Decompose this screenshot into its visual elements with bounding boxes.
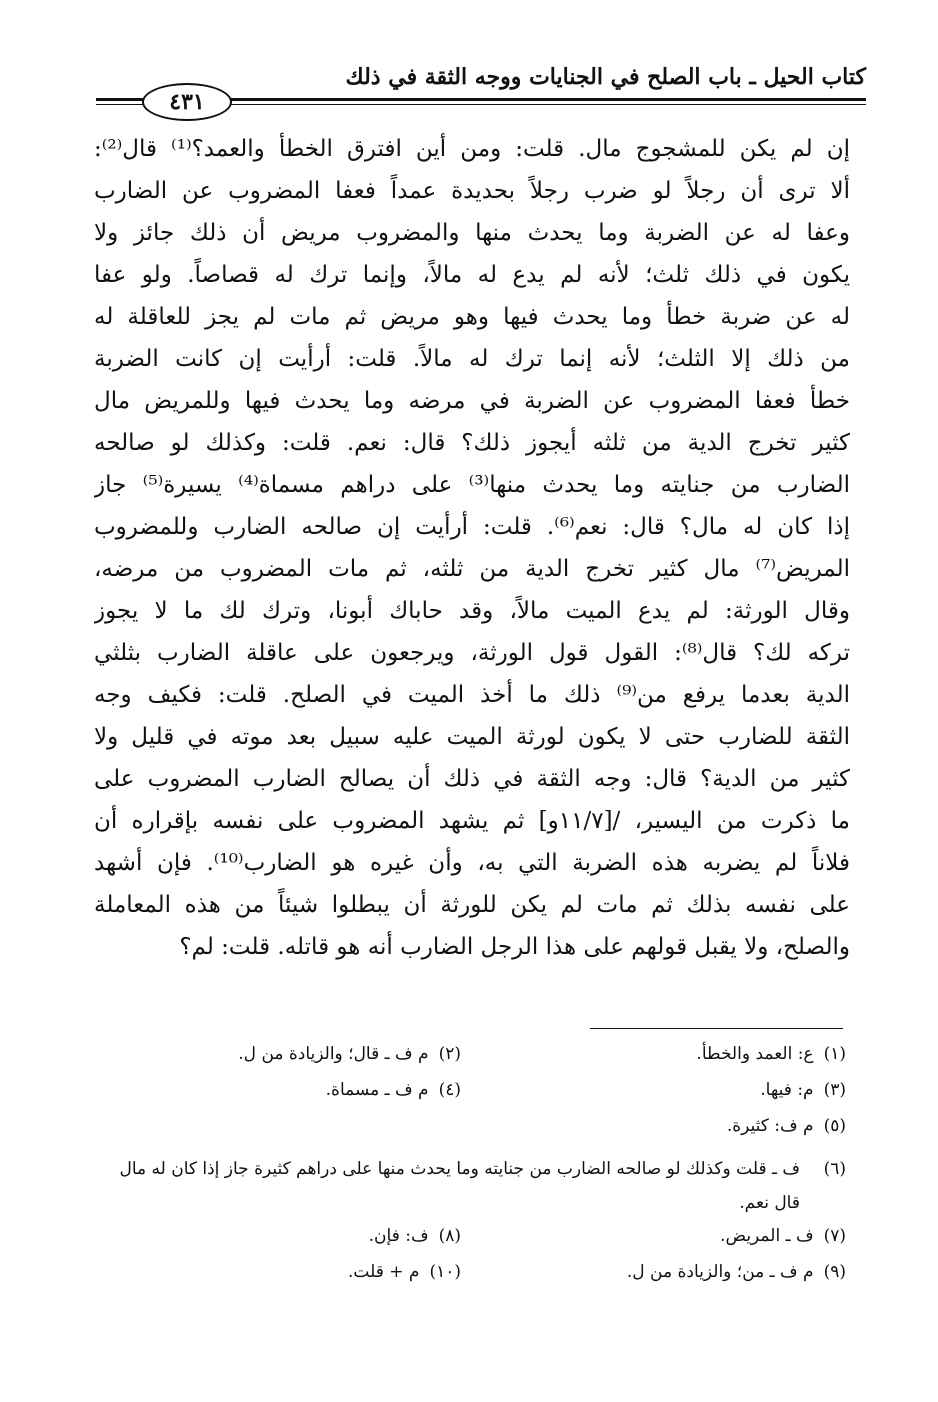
text-line: من ذلك إلا الثلث؛ لأنه إنما ترك له مالاً. قلت: أرأيت إن كانت الضربة	[94, 346, 850, 372]
footnote	[326, 1080, 461, 1100]
footnote-number: (١)	[823, 1044, 846, 1064]
footnote-text: م ف: كثيرة.	[726, 1116, 814, 1136]
footnote-row	[96, 1262, 846, 1298]
footnote-text: ع: العمد والخطأ.	[696, 1044, 814, 1064]
text-line: إذا كان له مال؟ قال: نعم⁽⁶⁾. قلت: أرأيت إن صالحه الضارب وللمضروب	[94, 514, 850, 540]
footnote-number: (٢)	[438, 1044, 461, 1064]
footnote-number: (٦)	[823, 1159, 846, 1179]
footnote	[96, 1152, 846, 1220]
footnote-number: (١٠)	[429, 1262, 461, 1282]
text-line: فلاناً لم يضربه هذه الضربة التي به، وأن غيره هو الضارب⁽¹⁰⁾. فإن أشهد	[94, 850, 850, 876]
footnote	[627, 1262, 846, 1282]
footnote-number: (٥)	[823, 1116, 846, 1136]
page-number: ٤٣١	[142, 83, 232, 121]
footnote	[348, 1262, 461, 1282]
footnote	[760, 1080, 846, 1100]
footnote-text: م: فيها.	[760, 1080, 814, 1100]
footnote-text: ف ـ المريض.	[720, 1226, 814, 1246]
footnote-row	[96, 1226, 846, 1262]
footnote-text: م + قلت.	[348, 1262, 420, 1282]
footnote-number: (٧)	[823, 1226, 846, 1246]
footnote-row	[96, 1044, 846, 1080]
footnote	[369, 1226, 461, 1246]
footnote-number: (٩)	[823, 1262, 846, 1282]
footnote	[720, 1226, 846, 1246]
footnote-text: ف ـ قلت وكذلك لو صالحه الضارب من جنايته وما يحدث منها على دراهم كثيرة جاز إذا كان له مال قال نعم.	[119, 1159, 800, 1213]
footnotes	[96, 1044, 846, 1298]
text-line: المريض⁽⁷⁾ مال كثير تخرج الدية من ثلثه، ثم مات المضروب من مرضه،	[94, 556, 850, 582]
footnote-number: (٤)	[438, 1080, 461, 1100]
footnote-text: ف: فإن.	[368, 1226, 429, 1246]
footnote-text: م ف ـ من؛ والزيادة من ل.	[626, 1262, 814, 1282]
footnote-number: (٣)	[823, 1080, 846, 1100]
text-line: كثير من الدية؟ قال: وجه الثقة في ذلك أن يصالح الضارب المضروب على	[94, 766, 850, 792]
footnote	[727, 1116, 846, 1136]
footnote-number: (٨)	[438, 1226, 461, 1246]
footnote-separator	[590, 1028, 843, 1029]
header-title: كتاب الحيل ـ باب الصلح في الجنايات ووجه الثقة في ذلك	[345, 64, 866, 90]
footnote	[238, 1044, 461, 1064]
text-line: تركه لك؟ قال⁽⁸⁾: القول قول الورثة، ويرجعون على عاقلة الضارب بثلثي	[94, 640, 850, 666]
text-line: ما ذكرت من اليسير، /[١١/٧و] ثم يشهد المضروب على نفسه بإقراره أن	[94, 808, 850, 834]
footnote-text: م ف ـ قال؛ والزيادة من ل.	[238, 1044, 429, 1064]
footnote-row	[96, 1080, 846, 1116]
text-line: الثقة للضارب حتى لا يكون لورثة الميت عليه سبيل بعد موته في قليل ولا	[94, 724, 850, 750]
text-line: له عن ضربة خطأ وما يحدث فيها وهو مريض ثم مات لم يجز للعاقلة له	[94, 304, 850, 330]
text-line: ألا ترى أن رجلاً لو ضرب رجلاً بحديدة عمداً فعفا المضروب عن الضارب	[94, 178, 850, 204]
text-line: على نفسه بذلك ثم مات لم يكن للورثة أن يبطلوا شيئاً من هذه المعاملة	[94, 892, 850, 918]
text-line: الدية بعدما يرفع من⁽⁹⁾ ذلك ما أخذ الميت في الصلح. قلت: فكيف وجه	[94, 682, 850, 708]
text-line: وعفا له عن الضربة وما يحدث منها والمضروب مريض أن ذلك جائز ولا	[94, 220, 850, 246]
footnote-text: م ف ـ مسماة.	[325, 1080, 429, 1100]
text-line: يكون في ذلك ثلث؛ لأنه لم يدع له مالاً، وإنما ترك له قصاصاً. ولو عفا	[94, 262, 850, 288]
footnote-row	[96, 1116, 846, 1152]
text-line: خطأ فعفا المضروب عن الضربة في مرضه وما يحدث فيها وللمريض مال	[94, 388, 850, 414]
text-line: كثير تخرج الدية من ثلثه أيجوز ذلك؟ قال: نعم. قلت: وكذلك لو صالحه	[94, 430, 850, 456]
main-text	[94, 128, 850, 968]
text-line: إن لم يكن للمشجوج مال. قلت: ومن أين افترق الخطأ والعمد؟⁽¹⁾ قال⁽²⁾:	[94, 136, 850, 162]
footnote	[696, 1044, 846, 1064]
text-line: والصلح، ولا يقبل قولهم على هذا الرجل الضارب أنه هو قاتله. قلت: لم؟	[179, 934, 850, 960]
text-line: الضارب من جنايته وما يحدث منها⁽³⁾ على دراهم مسماة⁽⁴⁾ يسيرة⁽⁵⁾ جاز	[94, 472, 850, 498]
text-line: وقال الورثة: لم يدع الميت مالاً، وقد حاباك أبونا، وترك لك ما لا يجوز	[94, 598, 850, 624]
